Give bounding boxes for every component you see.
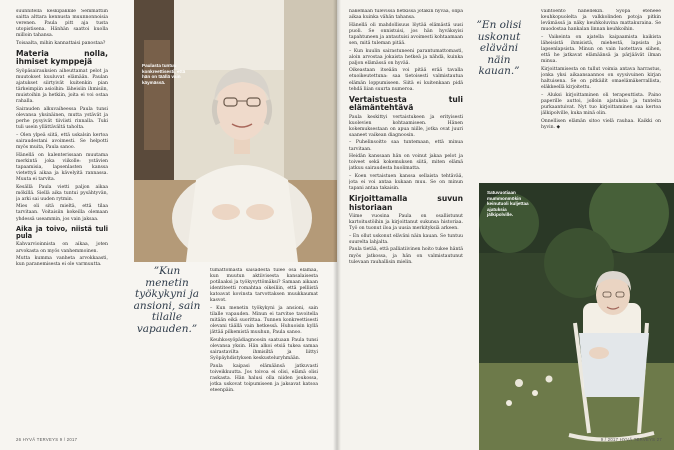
section-heading: Kirjoittamalla suvun historiaan xyxy=(349,194,463,212)
pull-quote xyxy=(467,20,531,78)
body-paragraph: Onnellisen elämän sitoo vielä rauhaa. Kaikki on hyvin. ◆ xyxy=(541,118,661,130)
body-paragraph: Kesällä Paula vietti paljon aikaa mökillä. Siellä aika tuntui pysähtyvän, ja arki sai uuden rytmin. xyxy=(16,184,108,202)
body-paragraph: Kirjoittamisesta on tullut voimia antava harrastus, jonka yksi aikaansaannos on syysivuinen kirjan haltuisena. Se on pitkäilit omaelämäkerrallista, eläkkeellä kirjoitettu. xyxy=(541,66,661,91)
body-paragraph: Paula kaipasi elämäänsä jatkuvasti toiveikkuutta. Jos toivoa ei olisi, elämä olisi raskasta. Hän halusi olla niiden joukossa, jotka uskovat toipumiseen ja jaksavat katsoa eteenpäin. xyxy=(210,363,318,394)
intro-paragraph: suunnitella keskipakkile Semmattiin saitta alttara kennusta muunnonnoisia verenen. Paula pitt aja tusta utopistisena. Hänhän saattoi kuolla milloin tahansa. xyxy=(16,9,108,39)
body-paragraph: Mutta kumma vanheta arvokkaasti, kun paranemisesta ei ole varmuutta. xyxy=(16,256,108,268)
body-paragraph: – Aluksi kirjoittaminen oli terapeuttista. Paino paperille auttoi, jolloin ajatuksia ja tunteita purkaantuivat. Nyt tuo kirjoittaminen saa kertoa jälkipolville, kuka minä olin. xyxy=(541,92,661,116)
intro-paragraph: Toisaalta, mihin kannattaisi panostaa? xyxy=(16,40,106,46)
rocking-chair-photo xyxy=(479,183,674,450)
body-paragraph: Oikeastaan itseään voi pitää erää tavalla etuoikeutettuna: saa tietoisesti valmistautua elämän loppumiseen. Siitä ei kuitenkaan pidä tehdä liian suurta numeroa. xyxy=(349,68,463,92)
body-paragraph: Heidän kanssaan hän on voinut jakaa pelot ja toiveet sekä kokemuksen siitä, miten elämä jatkuu sairaudesta huolimatta. xyxy=(349,154,463,172)
body-paragraph: vaihtoehto hänellekin. Syöpä eteneee keuhkopuolelta ja valkkolinden potoja pitkin levämässä ja näky keuhkoluvina mattakuraina. Se muodostaa hankalan linnan keuhkoihin. xyxy=(541,9,661,33)
portrait-photo xyxy=(134,0,337,262)
photo-caption: Satuvuotiaan mummonmökin keinutuoli kuljettaa ajatuksia jälkipolville. xyxy=(487,190,529,218)
body-paragraph: näkemään tulevissa hetkissä jotakin hyvää, olipa aikaa kuinka vähän tahansa. xyxy=(349,9,463,21)
body-paragraph: Sairauden alkuvaiheessa Paula tunsi olevansa yksinäinen, mutta ystävät ja perhe pysyivät tiiviisti rinnalla. Tuki tuli usein yllättävältä taholta. xyxy=(16,106,108,131)
section-heading: Aika ja toivo, niistä tuli pula xyxy=(16,224,108,241)
body-paragraph: Syöpäsairauksien aiheuttamat pelot ja muutokset kuuluvat elämään. Paulan ajatukset siirtyivät kuitenkin pian tärkeimpiin asioihin: läheisiin ihmisiin, muistoihin ja hetkiin, joita ei voi ostaa rahalla. xyxy=(16,68,108,105)
section-heading: Materia nolla, ihmiset kymppejä xyxy=(16,49,108,67)
section-heading: Vertaistuesta tuli elämäntehtävä xyxy=(349,94,463,113)
body-paragraph: Hänellä on kalenterissaan muutama merkintä joka viikolle: ystävien tapaamisia, lapsenlasten kanssa vietettyä aikaa ja kävelyitä rannassa. Muuta ei tarvita. xyxy=(16,152,108,182)
body-paragraph: tumattomasta saisadesta tulee osa elämää, kun muutun aktiivisesta kansalaisesta potilaaksi ja työkyvyttömäksi? Samaan aikaan identiteetti romahtaa oikeiliin, että pelliistä katoavat kovinsta tarvottaksen muukkaumat kasvot. xyxy=(210,268,318,304)
body-paragraph: Paula keskittyi vertaistukeen ja erityisesti kuolevien kohtaamiseen. Hänen kokemuksestaan on apua niille, jotka ovat juuri saaneet vaikean diagnoosin. xyxy=(349,114,463,138)
pull-quote-text: ”Kun menetin työkykyni ja ansioni, sain tilalle vapauden.” xyxy=(133,265,201,335)
right-column-1 xyxy=(349,9,463,429)
body-paragraph: Mies oli sitä mieltä, että tilaa tarvitaan. Voitaisiin kokeilla olemaan yhdessä useammin, jos vain jaksaa. xyxy=(16,204,108,222)
page-footer: 9 / 2017 HYVÄ TERVEYS 27 xyxy=(600,437,662,442)
body-paragraph: Viime vuosina Paula on osallistunut kartoitustöihin ja kirjoittanut sukunsa historiaa. Työ on tuonut iloa ja uusia merkityksiä arkeen. xyxy=(349,213,463,232)
body-paragraph: – Puhelinsoitto saa tuntemaan, että minua tarvitaan. xyxy=(349,140,463,152)
right-page xyxy=(337,0,674,450)
left-column-2 xyxy=(210,268,318,430)
body-paragraph: Kahvarvioinnista on aikaa, joten arvokasta on myös vanhemmoinen. xyxy=(16,242,108,254)
body-paragraph: Paula tietää, että palliatiivinen hoito tukee häntä myös jatkossa, ja hän on valmistautunut tulevaan rauhallisin mielin. xyxy=(349,247,463,265)
page-footer: 26 HYVÄ TERVEYS 9 / 2017 xyxy=(16,437,78,442)
body-paragraph: – Koen vertaistuen kanssa sellaista tehtävää, jota ei voi antaa kukaan muu. Se on minun tapani antaa takaisin. xyxy=(349,173,463,192)
rocking-chair-illustration xyxy=(479,183,674,450)
body-paragraph: – En ollut uskonut eläväni näin kauan. Se tuntuu suurelta lahjalta. xyxy=(349,233,463,245)
right-column-2 xyxy=(541,9,661,179)
pull-quote-text: ”En olisi uskonut eläväni näin kauan.” xyxy=(476,19,522,77)
body-paragraph: – Olen ylpeä siitä, että uskalsin kertoa sairaudestani avoimesti. Se helpotti myös muita, Paula sanoo. xyxy=(16,132,108,150)
left-column-1 xyxy=(16,9,108,429)
body-paragraph: – Kun menetin työkykyni ja ansioni, sain tilalle vapauden. Minun ei tarvitse tavoitella mitään eikä suorittaa. Tunnen konkreettisesti olevani täällä vain hetkessä. Huhuoisin kyllä jättää pilkemistä muuhun, Paula sanoo. xyxy=(210,306,318,336)
pull-quote xyxy=(132,266,202,335)
portrait-illustration xyxy=(134,0,337,262)
body-paragraph: – Vaikeinta on ajatella kaipaamista kaikista läheisistä ihmisistä, miehestä, lapsista ja lapsenlapsista. Minun on vain luotettava siihen, että he jatkavat elämäänsä ja pärjäävät ilman minua. xyxy=(541,34,661,65)
photo-caption: Paulasta tuntuu konkreettisesti, että hän on täällä vain käymässä. xyxy=(142,63,186,85)
body-paragraph: Hänellä oli mahdollisuus löytää elämästä uusi puoli. Se onnistuisi, jos hän hyväksyisi tapahtuneen ja antautuisi avoimesti kohtaamaan sen, mitä tuleman pitää. xyxy=(349,22,463,46)
page-gutter xyxy=(333,0,341,450)
body-paragraph: Keuhkosyöpädiagnoosin saatuaan Paula tunsi olevansa yksin. Hän alkoi etsiä tukea samaa sairastavilta ihmisiltä ja liittyi Syöpäyhdistyksen keskusteluryhmään. xyxy=(210,338,318,362)
body-paragraph: – Kun kuulin sairastuneeni parantumattomasti, aloin arvostaa jokaista hetkeä ja nähdä, kuinka paljon elämässä on hyvää. xyxy=(349,48,463,66)
